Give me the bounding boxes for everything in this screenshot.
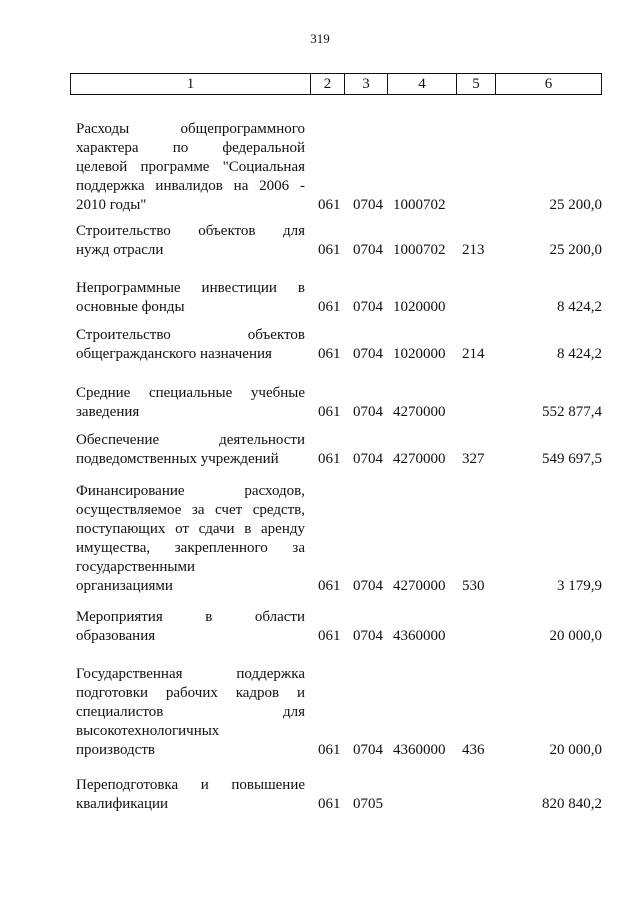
row-target-code: 4270000	[393, 404, 446, 420]
row-description-line: осуществляемое за счет средств,	[76, 502, 305, 518]
column-header-5: 5	[457, 74, 496, 95]
row-description	[76, 222, 305, 260]
row-description-line: Строительство объектов	[76, 327, 305, 343]
row-expense-type-code: 214	[462, 346, 485, 362]
row-target-code: 1000702	[393, 197, 446, 213]
row-amount: 552 877,4	[542, 404, 602, 420]
row-section-code: 0704	[353, 451, 383, 467]
row-section-code: 0704	[353, 197, 383, 213]
row-target-code: 4360000	[393, 742, 446, 758]
row-description-line: производств	[76, 742, 155, 758]
row-description-line: Государственная поддержка	[76, 666, 305, 682]
row-amount: 8 424,2	[557, 346, 602, 362]
row-section-code: 0705	[353, 796, 383, 812]
column-header-6: 6	[496, 74, 602, 95]
row-ministry-code: 061	[318, 404, 341, 420]
row-section-code: 0704	[353, 299, 383, 315]
row-description	[76, 120, 305, 215]
row-description-line: нужд отрасли	[76, 242, 164, 258]
row-target-code: 1020000	[393, 299, 446, 315]
row-target-code: 4360000	[393, 628, 446, 644]
row-ministry-code: 061	[318, 242, 341, 258]
row-description-line: Мероприятия в области	[76, 609, 305, 625]
row-amount: 3 179,9	[557, 578, 602, 594]
row-target-code: 1000702	[393, 242, 446, 258]
row-description-line: подготовки рабочих кадров и	[76, 685, 305, 701]
row-description	[76, 482, 305, 596]
row-description-line: Обеспечение деятельности	[76, 432, 305, 448]
row-amount: 25 200,0	[549, 197, 602, 213]
row-description	[76, 665, 305, 760]
row-ministry-code: 061	[318, 346, 341, 362]
row-description-line: 2010 годы"	[76, 197, 147, 213]
row-description-line: поддержка инвалидов на 2006 -	[76, 178, 305, 194]
row-ministry-code: 061	[318, 628, 341, 644]
row-ministry-code: 061	[318, 742, 341, 758]
row-section-code: 0704	[353, 578, 383, 594]
row-description-line: организациями	[76, 578, 173, 594]
row-description-line: подведомственных учреждений	[76, 451, 279, 467]
row-target-code: 4270000	[393, 578, 446, 594]
row-description-line: Переподготовка и повышение	[76, 777, 305, 793]
column-header-1: 1	[71, 74, 311, 95]
column-header-4: 4	[388, 74, 457, 95]
row-description-line: специалистов для	[76, 704, 305, 720]
row-expense-type-code: 213	[462, 242, 485, 258]
row-description	[76, 431, 305, 469]
column-header-3: 3	[345, 74, 388, 95]
row-description-line: Расходы общепрограммного	[76, 121, 305, 137]
row-amount: 820 840,2	[542, 796, 602, 812]
row-description-line: поступающих от сдачи в аренду	[76, 521, 305, 537]
row-description-line: Непрограммные инвестиции в	[76, 280, 305, 296]
row-amount: 20 000,0	[549, 742, 602, 758]
row-expense-type-code: 436	[462, 742, 485, 758]
row-description	[76, 776, 305, 814]
row-section-code: 0704	[353, 346, 383, 362]
row-description-line: заведения	[76, 404, 140, 420]
row-description-line: государственными	[76, 559, 195, 575]
row-description-line: высокотехнологичных	[76, 723, 220, 739]
row-expense-type-code: 327	[462, 451, 485, 467]
row-description-line: характера по федеральной	[76, 140, 305, 156]
row-amount: 549 697,5	[542, 451, 602, 467]
row-ministry-code: 061	[318, 578, 341, 594]
row-ministry-code: 061	[318, 796, 341, 812]
row-target-code: 4270000	[393, 451, 446, 467]
row-section-code: 0704	[353, 628, 383, 644]
row-ministry-code: 061	[318, 197, 341, 213]
row-amount: 25 200,0	[549, 242, 602, 258]
row-expense-type-code: 530	[462, 578, 485, 594]
row-description-line: Финансирование расходов,	[76, 483, 305, 499]
row-description-line: Средние специальные учебные	[76, 385, 305, 401]
row-description-line: Строительство объектов для	[76, 223, 305, 239]
page-number: 319	[310, 31, 330, 46]
row-amount: 20 000,0	[549, 628, 602, 644]
row-ministry-code: 061	[318, 451, 341, 467]
row-amount: 8 424,2	[557, 299, 602, 315]
row-description	[76, 326, 305, 364]
row-description	[76, 384, 305, 422]
row-target-code: 1020000	[393, 346, 446, 362]
row-ministry-code: 061	[318, 299, 341, 315]
row-description-line: целевой программе "Социальная	[76, 159, 305, 175]
row-description-line: образования	[76, 628, 156, 644]
row-section-code: 0704	[353, 404, 383, 420]
row-section-code: 0704	[353, 742, 383, 758]
row-description-line: основные фонды	[76, 299, 185, 315]
row-section-code: 0704	[353, 242, 383, 258]
row-description	[76, 608, 305, 646]
column-header-2: 2	[311, 74, 345, 95]
row-description-line: квалификации	[76, 796, 169, 812]
row-description-line: общегражданского назначения	[76, 346, 272, 362]
row-description-line: имущества, закрепленного за	[76, 540, 305, 556]
row-description	[76, 279, 305, 317]
